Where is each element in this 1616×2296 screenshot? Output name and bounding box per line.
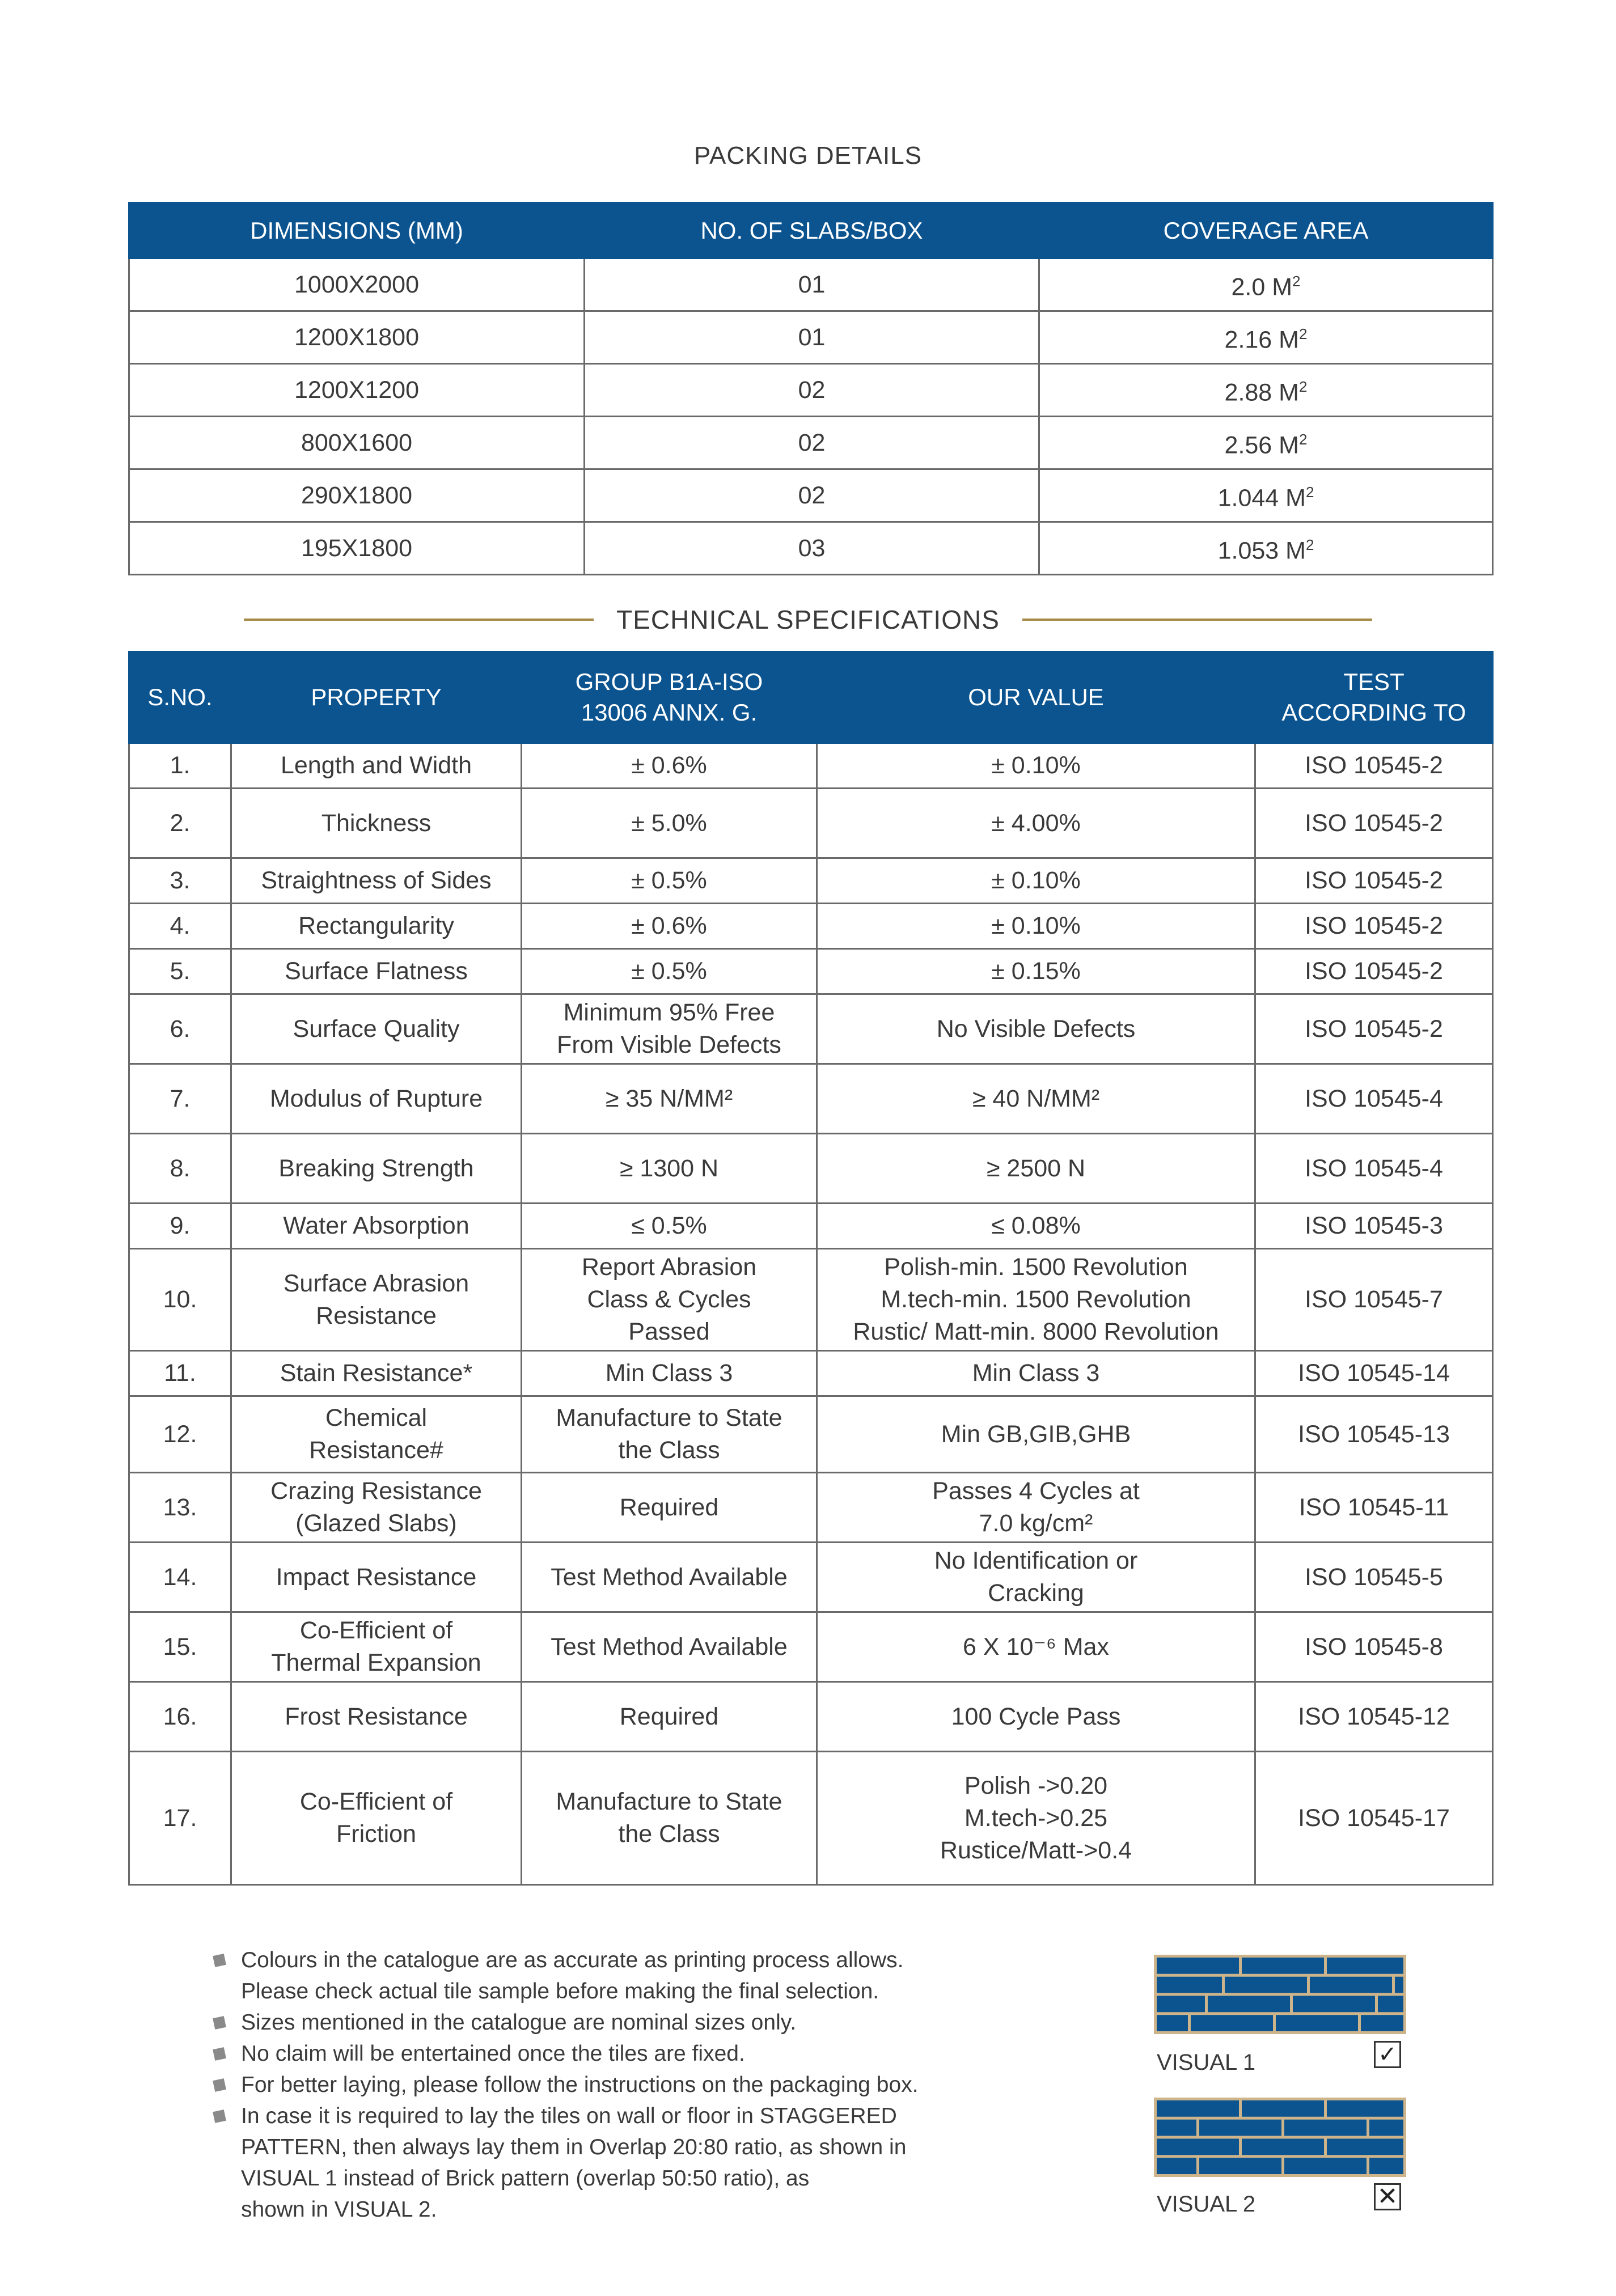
spec-value-line: ± 0.10% xyxy=(991,752,1081,779)
note-line: VISUAL 1 instead of Brick pattern (overlap 50:50 ratio), as xyxy=(241,2166,810,2191)
spec-property xyxy=(231,743,522,789)
packing-slabs: 03 xyxy=(585,522,1039,575)
spec-sno: 14. xyxy=(129,1543,231,1612)
tile xyxy=(1157,2120,1196,2136)
tile xyxy=(1208,1996,1290,2013)
packing-slabs: 02 xyxy=(585,469,1039,522)
spec-test: ISO 10545-2 xyxy=(1255,994,1493,1064)
visual-2-label: VISUAL 2 xyxy=(1157,2192,1256,2217)
note-line: In case it is required to lay the tiles on wall or floor in STAGGERED xyxy=(241,2104,897,2128)
tile xyxy=(1191,2015,1273,2031)
spec-test: ISO 10545-2 xyxy=(1255,949,1493,994)
spec-property-line: Friction xyxy=(336,1820,416,1848)
spec-group-line: ± 5.0% xyxy=(631,809,707,837)
bullet-icon xyxy=(213,1954,226,1967)
spec-property-line: Length and Width xyxy=(280,752,472,779)
packing-slabs: 02 xyxy=(585,364,1039,417)
header-test-line-2: ACCORDING TO xyxy=(1281,699,1466,726)
spec-sno: 2. xyxy=(129,789,231,858)
spec-value xyxy=(817,1682,1255,1752)
coverage-unit-superscript: 2 xyxy=(1292,273,1301,290)
spec-value xyxy=(817,1752,1255,1885)
tile xyxy=(1378,1996,1403,2013)
spec-property-line: Surface Quality xyxy=(293,1015,460,1043)
header-slabs: NO. OF SLABS/BOX xyxy=(585,203,1039,259)
packing-table xyxy=(128,202,1494,575)
spec-value-line: M.tech-min. 1500 Revolution xyxy=(881,1286,1191,1313)
spec-test: ISO 10545-7 xyxy=(1255,1249,1493,1351)
spec-value-line: ≥ 2500 N xyxy=(986,1154,1086,1182)
spec-value xyxy=(817,994,1255,1064)
spec-group xyxy=(522,1396,817,1473)
spec-sno: 10. xyxy=(129,1249,231,1351)
tile xyxy=(1157,2100,1239,2117)
visual-2-tile-pattern xyxy=(1154,2098,1406,2177)
spec-group-line: Min Class 3 xyxy=(605,1359,733,1387)
spec-value xyxy=(817,1064,1255,1134)
spec-group xyxy=(522,858,817,904)
note-item xyxy=(213,2007,1035,2038)
packing-dimensions: 195X1800 xyxy=(129,522,585,575)
packing-dimensions: 800X1600 xyxy=(129,417,585,469)
packing-slabs: 02 xyxy=(585,417,1039,469)
packing-details-title: PACKING DETAILS xyxy=(693,142,923,170)
coverage-value: 1.044 M xyxy=(1217,484,1306,512)
spec-test: ISO 10545-2 xyxy=(1255,904,1493,949)
heading-rule-left xyxy=(244,619,594,621)
packing-dimensions: 1200X1200 xyxy=(129,364,585,417)
tile xyxy=(1369,2120,1403,2136)
tile xyxy=(1276,2015,1358,2031)
spec-row xyxy=(129,1064,1493,1134)
spec-row xyxy=(129,904,1493,949)
coverage-unit-superscript: 2 xyxy=(1305,484,1314,501)
packing-header-row xyxy=(129,203,1493,259)
spec-row xyxy=(129,858,1493,904)
header-coverage: COVERAGE AREA xyxy=(1039,203,1493,259)
tile xyxy=(1225,1977,1307,1993)
spec-group xyxy=(522,1351,817,1396)
spec-value xyxy=(817,1396,1255,1473)
spec-value-line: No Visible Defects xyxy=(936,1015,1136,1043)
spec-value-line: 7.0 kg/cm² xyxy=(979,1510,1093,1537)
spec-property xyxy=(231,1204,522,1249)
spec-group-line: Test Method Available xyxy=(551,1633,788,1660)
tile xyxy=(1284,2158,1367,2174)
spec-value-line: 100 Cycle Pass xyxy=(951,1702,1121,1730)
spec-value-line: ± 0.10% xyxy=(991,912,1081,939)
spec-value-line: Polish-min. 1500 Revolution xyxy=(884,1253,1188,1281)
tile xyxy=(1199,2158,1281,2174)
spec-group-line: Required xyxy=(619,1493,719,1521)
spec-row xyxy=(129,949,1493,994)
spec-group-line: ± 0.5% xyxy=(631,958,707,985)
spec-property-line: Thickness xyxy=(321,809,432,837)
spec-row xyxy=(129,1543,1493,1612)
tech-spec-heading xyxy=(244,600,1372,639)
tile xyxy=(1242,2100,1324,2117)
tile xyxy=(1284,2120,1367,2136)
spec-group-line: Minimum 95% Free xyxy=(563,999,775,1026)
note-item xyxy=(213,2100,1035,2225)
note-line: Please check actual tile sample before making the final selection. xyxy=(241,1979,879,2003)
spec-group xyxy=(522,949,817,994)
tile xyxy=(1242,2139,1324,2155)
spec-row xyxy=(129,1204,1493,1249)
spec-group xyxy=(522,1134,817,1204)
spec-value-line: ± 4.00% xyxy=(991,809,1081,837)
spec-property-line: Crazing Resistance xyxy=(270,1477,482,1505)
spec-property-line: Breaking Strength xyxy=(278,1154,474,1182)
spec-property xyxy=(231,1543,522,1612)
spec-group-line: Passed xyxy=(628,1318,710,1345)
spec-property-line: (Glazed Slabs) xyxy=(295,1510,457,1537)
header-test-line-1: TEST xyxy=(1343,668,1405,695)
spec-value xyxy=(817,789,1255,858)
packing-coverage xyxy=(1039,417,1493,469)
header-sno: S.NO. xyxy=(129,652,231,743)
spec-group-line: Required xyxy=(619,1702,719,1730)
spec-sno: 6. xyxy=(129,994,231,1064)
spec-row xyxy=(129,1134,1493,1204)
spec-sno: 16. xyxy=(129,1682,231,1752)
spec-row xyxy=(129,1752,1493,1885)
spec-group-line: Test Method Available xyxy=(551,1563,788,1591)
coverage-unit-superscript: 2 xyxy=(1299,431,1308,448)
spec-group xyxy=(522,1682,817,1752)
spec-value xyxy=(817,743,1255,789)
spec-sno: 13. xyxy=(129,1473,231,1543)
spec-test: ISO 10545-5 xyxy=(1255,1543,1493,1612)
spec-test: ISO 10545-3 xyxy=(1255,1204,1493,1249)
spec-property xyxy=(231,949,522,994)
spec-row xyxy=(129,743,1493,789)
spec-property xyxy=(231,994,522,1064)
header-dimensions: DIMENSIONS (MM) xyxy=(129,203,585,259)
spec-property xyxy=(231,1064,522,1134)
spec-sno: 9. xyxy=(129,1204,231,1249)
coverage-unit-superscript: 2 xyxy=(1299,325,1308,343)
spec-row xyxy=(129,1682,1493,1752)
spec-value-line: Min Class 3 xyxy=(972,1359,1100,1387)
bullet-icon xyxy=(213,2078,226,2092)
notes-list xyxy=(213,1945,1035,2225)
spec-property-line: Water Absorption xyxy=(283,1212,469,1239)
spec-group xyxy=(522,1249,817,1351)
spec-value xyxy=(817,1204,1255,1249)
header-group xyxy=(522,652,817,743)
packing-dimensions: 290X1800 xyxy=(129,469,585,522)
spec-test: ISO 10545-2 xyxy=(1255,789,1493,858)
spec-property-line: Rectangularity xyxy=(298,912,454,939)
spec-value-line: Polish ->0.20 xyxy=(964,1772,1108,1799)
spec-value xyxy=(817,1473,1255,1543)
spec-property-line: Co-Efficient of xyxy=(299,1788,453,1815)
spec-group-line: Manufacture to State xyxy=(556,1788,782,1815)
tile xyxy=(1199,2120,1281,2136)
spec-row xyxy=(129,1249,1493,1351)
header-property: PROPERTY xyxy=(231,652,522,743)
cross-icon: ✕ xyxy=(1374,2183,1401,2210)
notes-section xyxy=(213,1945,1035,2225)
tile xyxy=(1310,1977,1392,1993)
note-line: No claim will be entertained once the tiles are fixed. xyxy=(241,2041,745,2066)
visual-1-label: VISUAL 1 xyxy=(1157,2050,1256,2075)
spec-sno: 15. xyxy=(129,1612,231,1682)
spec-group-line: ± 0.6% xyxy=(631,752,707,779)
spec-test: ISO 10545-11 xyxy=(1255,1473,1493,1543)
spec-group-line: ≤ 0.5% xyxy=(631,1212,707,1239)
tile xyxy=(1361,2015,1403,2031)
coverage-unit-superscript: 2 xyxy=(1305,536,1314,554)
spec-value-line: Cracking xyxy=(988,1579,1084,1607)
spec-row xyxy=(129,1612,1493,1682)
coverage-value: 1.053 M xyxy=(1217,537,1306,565)
spec-group xyxy=(522,1473,817,1543)
spec-value xyxy=(817,904,1255,949)
spec-sno: 1. xyxy=(129,743,231,789)
tile xyxy=(1369,2158,1403,2174)
note-line: Colours in the catalogue are as accurate as printing process allows. xyxy=(241,1948,904,1972)
spec-property xyxy=(231,1134,522,1204)
spec-property-line: Thermal Expansion xyxy=(271,1649,481,1676)
tile xyxy=(1157,1958,1239,1974)
note-line: shown in VISUAL 2. xyxy=(241,2197,437,2222)
heading-rule-right xyxy=(1022,619,1372,621)
packing-dimensions: 1000X2000 xyxy=(129,259,585,311)
spec-property-line: Resistance# xyxy=(309,1437,443,1464)
spec-sno: 11. xyxy=(129,1351,231,1396)
packing-row xyxy=(129,417,1493,469)
packing-slabs: 01 xyxy=(585,259,1039,311)
coverage-value: 2.16 M xyxy=(1224,326,1299,354)
spec-test: ISO 10545-14 xyxy=(1255,1351,1493,1396)
spec-group xyxy=(522,789,817,858)
note-item xyxy=(213,2038,1035,2069)
note-item xyxy=(213,2069,1035,2100)
header-group-line-2: 13006 ANNX. G. xyxy=(581,699,758,726)
spec-group-line: Manufacture to State xyxy=(556,1404,782,1431)
packing-row xyxy=(129,364,1493,417)
note-line: PATTERN, then always lay them in Overlap 20:80 ratio, as shown in xyxy=(241,2135,907,2159)
spec-value-line: Rustic/ Matt-min. 8000 Revolution xyxy=(853,1318,1219,1345)
spec-group xyxy=(522,743,817,789)
spec-group-line: ± 0.5% xyxy=(631,867,707,894)
packing-row xyxy=(129,311,1493,364)
spec-row xyxy=(129,1473,1493,1543)
packing-coverage xyxy=(1039,364,1493,417)
packing-coverage xyxy=(1039,311,1493,364)
bullet-icon xyxy=(213,2109,226,2123)
spec-group xyxy=(522,1612,817,1682)
coverage-value: 2.56 M xyxy=(1224,431,1299,459)
coverage-unit-superscript: 2 xyxy=(1299,378,1308,396)
spec-property-line: Straightness of Sides xyxy=(261,867,492,894)
spec-property-line: Co-Efficient of xyxy=(299,1617,453,1644)
spec-value-line: Rustice/Matt->0.4 xyxy=(940,1836,1132,1864)
packing-slabs: 01 xyxy=(585,311,1039,364)
header-test xyxy=(1255,652,1493,743)
coverage-value: 2.0 M xyxy=(1231,273,1293,301)
checkmark-icon: ✓ xyxy=(1374,2041,1401,2068)
spec-value-line: 6 X 10⁻⁶ Max xyxy=(963,1633,1109,1660)
spec-group xyxy=(522,1543,817,1612)
spec-sno: 4. xyxy=(129,904,231,949)
packing-coverage xyxy=(1039,469,1493,522)
spec-property xyxy=(231,1752,522,1885)
spec-value xyxy=(817,1612,1255,1682)
spec-group-line: ≥ 1300 N xyxy=(619,1154,719,1182)
bullet-icon xyxy=(213,2047,226,2061)
packing-coverage xyxy=(1039,522,1493,575)
spec-group-line: From Visible Defects xyxy=(557,1031,781,1058)
spec-property xyxy=(231,1396,522,1473)
spec-value-line: No Identification or xyxy=(934,1547,1138,1574)
header-value: OUR VALUE xyxy=(817,652,1255,743)
spec-sno: 17. xyxy=(129,1752,231,1885)
spec-property-line: Surface Flatness xyxy=(285,958,468,985)
spec-header-row xyxy=(129,652,1493,743)
spec-group xyxy=(522,1204,817,1249)
spec-value xyxy=(817,1543,1255,1612)
spec-property xyxy=(231,904,522,949)
spec-property xyxy=(231,1351,522,1396)
bullet-icon xyxy=(213,2016,226,2030)
tile xyxy=(1327,1958,1403,1974)
spec-group xyxy=(522,994,817,1064)
note-line: Sizes mentioned in the catalogue are nominal sizes only. xyxy=(241,2010,797,2035)
spec-value-line: ± 0.15% xyxy=(991,958,1081,985)
spec-property-line: Frost Resistance xyxy=(285,1702,468,1730)
packing-row xyxy=(129,259,1493,311)
tile xyxy=(1157,1977,1222,1993)
spec-value xyxy=(817,1134,1255,1204)
spec-test: ISO 10545-13 xyxy=(1255,1396,1493,1473)
packing-coverage xyxy=(1039,259,1493,311)
note-item xyxy=(213,1945,1035,2007)
spec-property xyxy=(231,1682,522,1752)
spec-property xyxy=(231,1612,522,1682)
spec-sno: 3. xyxy=(129,858,231,904)
header-group-line-1: GROUP B1A-ISO xyxy=(575,668,763,695)
spec-value xyxy=(817,949,1255,994)
spec-value-line: M.tech->0.25 xyxy=(964,1804,1108,1832)
packing-dimensions: 1200X1800 xyxy=(129,311,585,364)
spec-sno: 7. xyxy=(129,1064,231,1134)
spec-property xyxy=(231,1249,522,1351)
spec-sno: 5. xyxy=(129,949,231,994)
tech-spec-title: TECHNICAL SPECIFICATIONS xyxy=(616,605,1000,634)
spec-test: ISO 10545-8 xyxy=(1255,1612,1493,1682)
spec-group xyxy=(522,1752,817,1885)
spec-value-line: ≥ 40 N/MM² xyxy=(972,1085,1100,1112)
spec-value-line: ± 0.10% xyxy=(991,867,1081,894)
spec-test: ISO 10545-2 xyxy=(1255,858,1493,904)
spec-value-line: Passes 4 Cycles at xyxy=(932,1477,1140,1505)
spec-property-line: Stain Resistance* xyxy=(280,1359,473,1387)
spec-value xyxy=(817,858,1255,904)
spec-sno: 12. xyxy=(129,1396,231,1473)
tile xyxy=(1395,1977,1403,1993)
spec-group-line: the Class xyxy=(618,1437,720,1464)
tile xyxy=(1157,2158,1196,2174)
spec-group-line: ± 0.6% xyxy=(631,912,707,939)
spec-value-line: ≤ 0.08% xyxy=(991,1212,1081,1239)
spec-test: ISO 10545-4 xyxy=(1255,1064,1493,1134)
spec-test: ISO 10545-12 xyxy=(1255,1682,1493,1752)
spec-property-line: Resistance xyxy=(316,1302,437,1329)
visual-1-tile-pattern xyxy=(1154,1955,1406,2034)
spec-value xyxy=(817,1351,1255,1396)
spec-table xyxy=(128,651,1494,1886)
spec-property-line: Impact Resistance xyxy=(276,1563,477,1591)
spec-group xyxy=(522,904,817,949)
tile xyxy=(1157,2139,1239,2155)
spec-property-line: Chemical xyxy=(325,1404,428,1431)
coverage-value: 2.88 M xyxy=(1224,379,1299,406)
spec-test: ISO 10545-2 xyxy=(1255,743,1493,789)
spec-row xyxy=(129,789,1493,858)
tile xyxy=(1327,2139,1403,2155)
spec-group xyxy=(522,1064,817,1134)
tile-pattern-svg xyxy=(1157,1958,1403,2031)
spec-test: ISO 10545-4 xyxy=(1255,1134,1493,1204)
spec-property-line: Surface Abrasion xyxy=(283,1269,469,1297)
tile xyxy=(1293,1996,1375,2013)
tile xyxy=(1327,2100,1403,2117)
note-line: For better laying, please follow the instructions on the packaging box. xyxy=(241,2073,919,2097)
spec-group-line: ≥ 35 N/MM² xyxy=(605,1085,733,1112)
tile xyxy=(1157,1996,1205,2013)
spec-row xyxy=(129,994,1493,1064)
packing-row xyxy=(129,522,1493,575)
spec-property-line: Modulus of Rupture xyxy=(269,1085,483,1112)
spec-value-line: Min GB,GIB,GHB xyxy=(941,1420,1131,1448)
spec-group-line: Report Abrasion xyxy=(581,1253,757,1281)
packing-row xyxy=(129,469,1493,522)
spec-sno: 8. xyxy=(129,1134,231,1204)
spec-row xyxy=(129,1351,1493,1396)
tile-pattern-svg xyxy=(1157,2100,1403,2174)
tile xyxy=(1157,2015,1188,2031)
tile xyxy=(1242,1958,1324,1974)
spec-value xyxy=(817,1249,1255,1351)
spec-row xyxy=(129,1396,1493,1473)
spec-group-line: the Class xyxy=(618,1820,720,1848)
spec-property xyxy=(231,858,522,904)
spec-test: ISO 10545-17 xyxy=(1255,1752,1493,1885)
spec-property xyxy=(231,1473,522,1543)
spec-property xyxy=(231,789,522,858)
spec-group-line: Class & Cycles xyxy=(587,1286,751,1313)
